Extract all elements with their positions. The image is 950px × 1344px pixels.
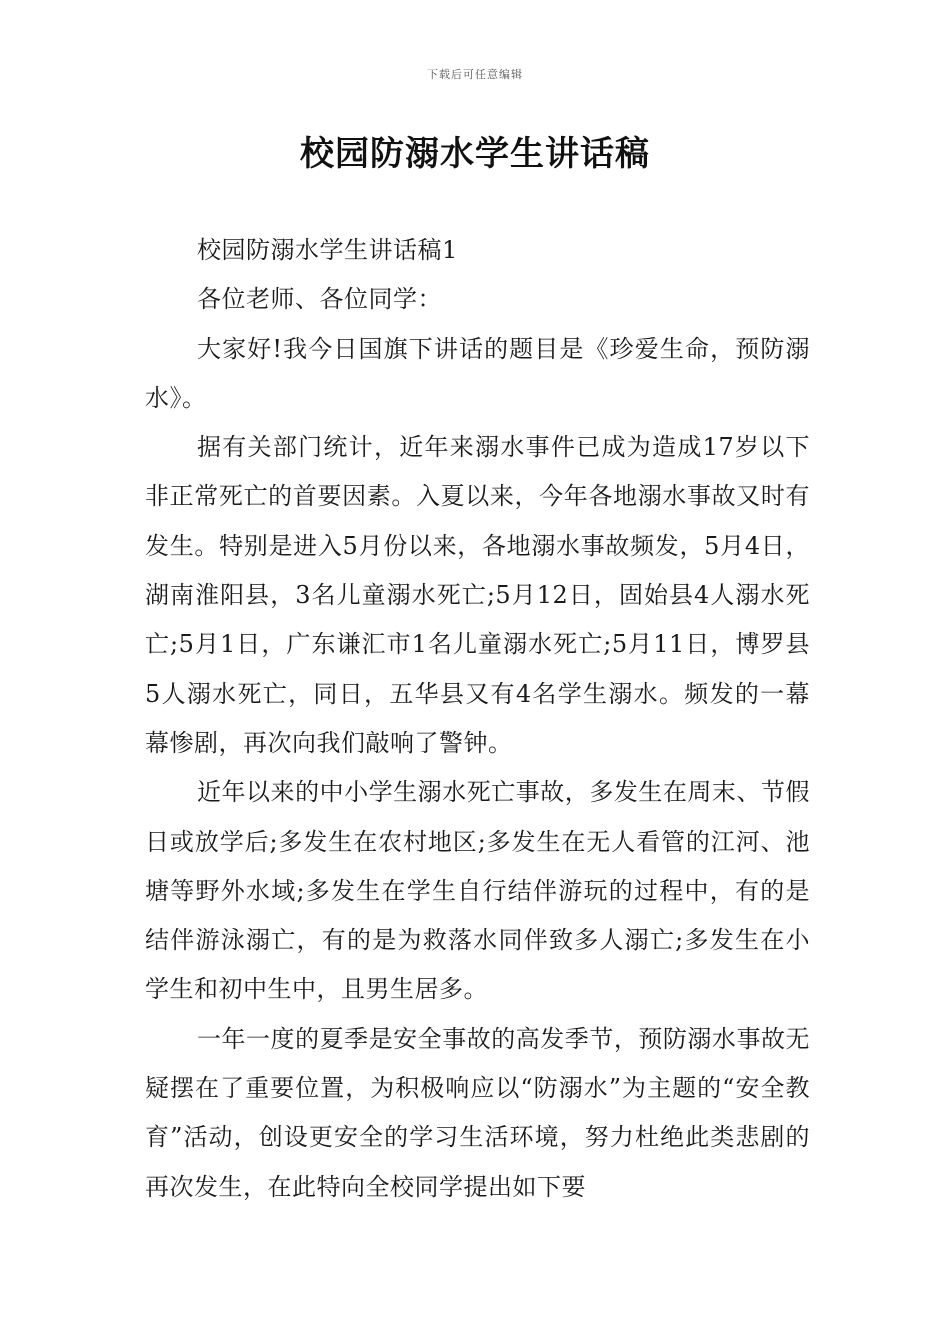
paragraph-subtitle: 校园防溺水学生讲话稿1 [197, 236, 458, 264]
paragraph-greeting: 大家好!我今日国旗下讲话的题目是《珍爱生命，预防溺水》。 [145, 334, 810, 412]
paragraph-accident-patterns: 近年以来的中小学生溺水死亡事故，多发生在周末、节假日或放学后;多发生在农村地区;多发生在无人看管的江河、池塘等野外水域;多发生在学生自行结伴游玩的过程中，有的是结伴游泳溺亡，有的是为救落水同伴致多人溺亡;多发生在小学生和初中生中，且男生居多。 [145, 778, 810, 1004]
document-title: 校园防溺水学生讲话稿 [300, 134, 650, 174]
document-body [145, 226, 810, 1212]
paragraph-summer-safety: 一年一度的夏季是安全事故的高发季节，预防溺水事故无疑摆在了重要位置，为积极响应以“防溺水”为主题的“安全教育”活动，创设更安全的学习生活环境，努力杜绝此类悲剧的再次发生，在此特向全校同学提出如下要 [145, 1024, 810, 1201]
paragraph-statistics: 据有关部门统计，近年来溺水事件已成为造成17岁以下非正常死亡的首要因素。入夏以来，今年各地溺水事故又时有发生。特别是进入5月份以来，各地溺水事故频发，5月4日，湖南淮阳县，3名儿童溺水死亡;5月12日，固始县4人溺水死亡;5月1日，广东谦汇市1名儿童溺水死亡;5月11日，博罗县5人溺水死亡，同日，五华县又有4名学生溺水。频发的一幕幕惨剧，再次向我们敲响了警钟。 [145, 433, 810, 757]
paragraph-salutation: 各位老师、各位同学： [197, 285, 442, 314]
header-note: 下载后可任意编辑 [427, 68, 523, 81]
